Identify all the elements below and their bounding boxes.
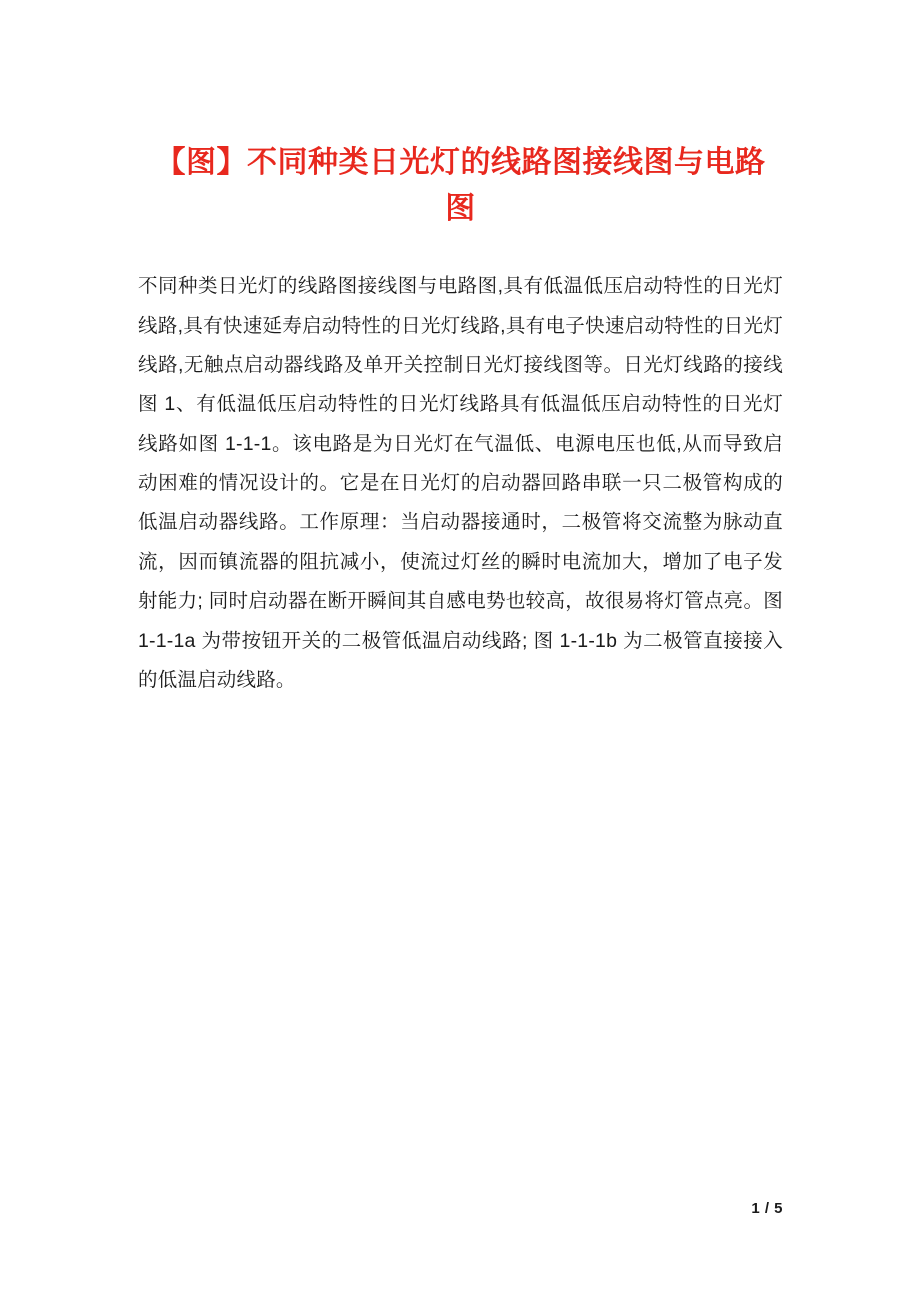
page-number: 1 / 5 <box>751 1200 783 1217</box>
body-paragraph: 不同种类日光灯的线路图接线图与电路图,具有低温低压启动特性的日光灯线路,具有快速延寿启动特性的日光灯线路,具有电子快速启动特性的日光灯线路,无触点启动器线路及单开关控制日光灯接线图等。日光灯线路的接线图 1、有低温低压启动特性的日光灯线路具有低温低压启动特性的日光灯线路如图 1-1-1。该电路是为日光灯在气温低、电源电压也低,从而导致启动困难的情况设计的。它是在日光灯的启动器回路串联一只二极管构成的低温启动器线路。工作原理：当启动器接通时，二极管将交流整为脉动直流，因而镇流器的阻抗减小，使流过灯丝的瞬时电流加大，增加了电子发射能力; 同时启动器在断开瞬间其自感电势也较高，故很易将灯管点亮。图 1-1-1a 为带按钮开关的二极管低温启动线路; 图 1-1-1b 为二极管直接接入的低温启动线路。 <box>138 275 783 691</box>
document-content <box>138 140 783 720</box>
page-title: 【图】不同种类日光灯的线路图接线图与电路图 <box>155 146 766 225</box>
